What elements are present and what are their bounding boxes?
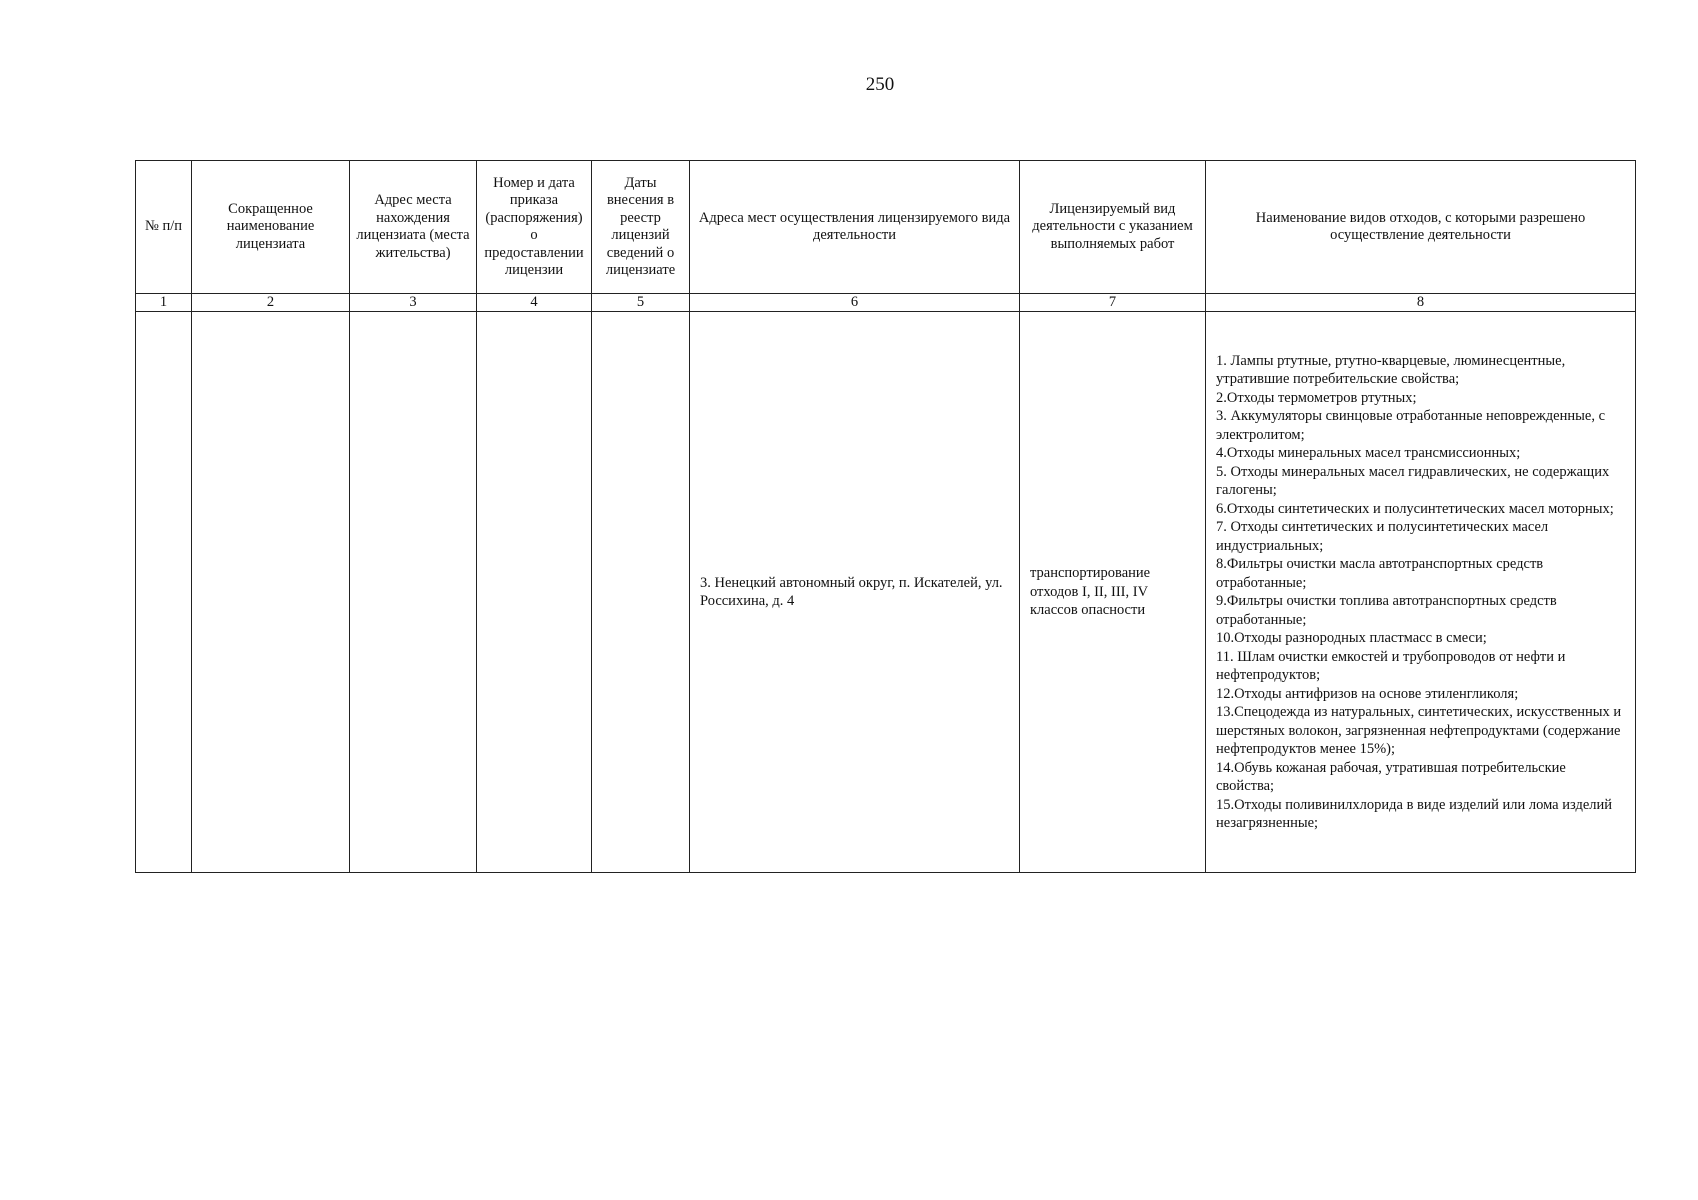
header-cell-wastes: Наименование видов отходов, с которыми разрешено осуществление деятельности: [1206, 161, 1636, 294]
column-number: 6: [690, 294, 1020, 312]
header-cell-registry-dates: Даты внесения в реестр лицензий сведений о лицензиате: [592, 161, 690, 294]
column-number: 3: [350, 294, 477, 312]
column-number: 2: [192, 294, 350, 312]
column-number-row: [136, 294, 1636, 312]
page-number: 250: [865, 74, 895, 95]
header-cell-number: № п/п: [136, 161, 192, 294]
header-cell-activity-address: Адреса мест осуществления лицензируемого вида деятельности: [690, 161, 1020, 294]
column-number: 7: [1020, 294, 1206, 312]
header-cell-order: Номер и дата приказа (распоряжения) о предоставлении лицензии: [477, 161, 592, 294]
column-number: 5: [592, 294, 690, 312]
cell-address: [350, 312, 477, 873]
column-number: 1: [136, 294, 192, 312]
license-registry-table: [135, 160, 1636, 873]
column-number: 8: [1206, 294, 1636, 312]
cell-order: [477, 312, 592, 873]
table-row: [136, 312, 1636, 873]
header-cell-short-name: Сокращенное наименование лицензиата: [192, 161, 350, 294]
header-cell-address: Адрес места нахождения лицензиата (места жительства): [350, 161, 477, 294]
list-item: 4.Отходы минеральных масел трансмиссионных;: [1216, 445, 1521, 461]
list-item: 8.Фильтры очистки масла автотранспортных средств отработанные;: [1216, 556, 1544, 591]
list-item: 14.Обувь кожаная рабочая, утратившая потребительские свойства;: [1216, 759, 1566, 794]
waste-list: [1216, 352, 1625, 833]
cell-wastes: [1206, 312, 1636, 873]
cell-activity-type: транспортирование отходов I, II, III, IV классов опасности: [1020, 312, 1206, 873]
list-item: 10.Отходы разнородных пластмасс в смеси;: [1216, 630, 1487, 646]
list-item: 6.Отходы синтетических и полусинтетических масел моторных;: [1216, 500, 1614, 517]
header-row: [136, 161, 1636, 294]
list-item: 12.Отходы антифризов на основе этиленгликоля;: [1216, 685, 1519, 702]
list-item: 9.Фильтры очистки топлива автотранспортных средств отработанные;: [1216, 593, 1557, 628]
list-item: 13.Спецодежда из натуральных, синтетических, искусственных и шерстяных волокон, загрязненная нефтепродуктами (содержание нефтепродуктов менее 15%);: [1216, 704, 1622, 757]
column-number: 4: [477, 294, 592, 312]
list-item: 5. Отходы минеральных масел гидравлических, не содержащих галогены;: [1216, 463, 1610, 498]
cell-registry-dates: [592, 312, 690, 873]
cell-activity-address: 3. Ненецкий автономный округ, п. Искателей, ул. Россихина, д. 4: [690, 312, 1020, 873]
header-cell-activity-type: Лицензируемый вид деятельности с указанием выполняемых работ: [1020, 161, 1206, 294]
list-item: 7. Отходы синтетических и полусинтетических масел индустриальных;: [1216, 519, 1549, 554]
list-item: 11. Шлам очистки емкостей и трубопроводов от нефти и нефтепродуктов;: [1216, 648, 1566, 683]
list-item: 2.Отходы термометров ртутных;: [1216, 389, 1417, 406]
list-item: 3. Аккумуляторы свинцовые отработанные неповрежденные, с электролитом;: [1216, 408, 1606, 443]
cell-number: [136, 312, 192, 873]
list-item: 15.Отходы поливинилхлорида в виде изделий или лома изделий незагрязненные;: [1216, 796, 1613, 831]
list-item: 1. Лампы ртутные, ртутно-кварцевые, люминесцентные, утратившие потребительские свойства;: [1216, 352, 1566, 387]
cell-short-name: [192, 312, 350, 873]
